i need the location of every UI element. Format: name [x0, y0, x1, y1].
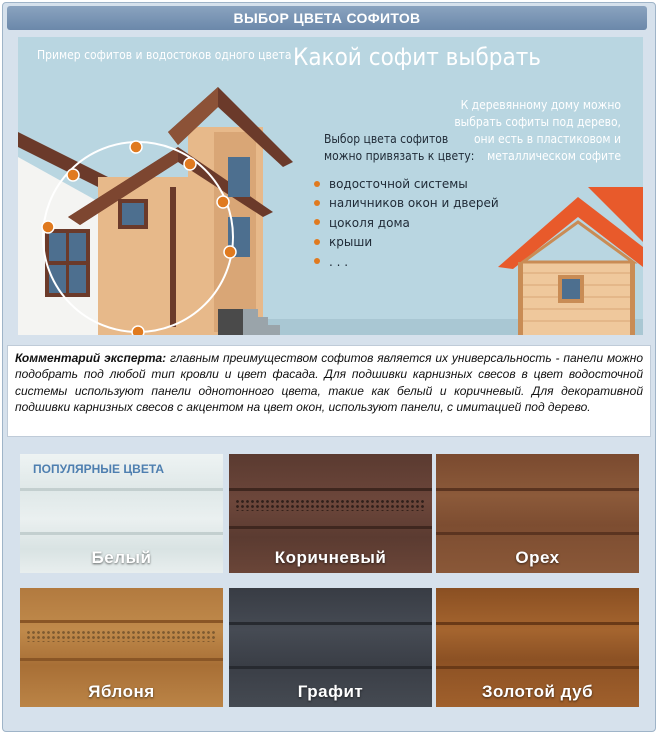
hero-caption: Пример софитов и водостоков одного цвета [37, 48, 292, 62]
expert-comment [7, 345, 651, 437]
hero-title: Какой софит выбрать [293, 43, 542, 71]
hero-illustration [18, 37, 643, 335]
comment-lead: Комментарий эксперта: [15, 351, 167, 365]
bullet-icon [314, 181, 320, 187]
choose-line: Выбор цвета софитов [324, 132, 449, 146]
bullet-icon [314, 200, 320, 206]
comment-text: главным преимуществом софитов является их универсальность - панели можно подобрать под любой тип кровли и цвет фасада. Для подшивки карнизных свесов в цвет водосточной системы используют панели однотонного цвета, такие как белый и коричневый. Для декоративной подшивки карнизных свесов с акцентом на цвет окон, используют панели, с имитацией под дерево. [15, 351, 644, 415]
bullet-icon [314, 219, 320, 225]
list-item: цоколя дома [314, 214, 499, 233]
color-tile-walnut [436, 454, 639, 573]
header-bar [7, 6, 647, 30]
right-note-line: металлическом софите [487, 149, 621, 163]
perforation [235, 499, 426, 511]
list-item: крыши [314, 233, 499, 252]
header-title: ВЫБОР ЦВЕТА СОФИТОВ [233, 10, 421, 26]
right-note-line: К деревянному дому можно [460, 98, 621, 112]
bullet-icon [314, 239, 320, 245]
popular-colors-label: ПОПУЛЯРНЫЕ ЦВЕТА [33, 462, 165, 476]
list-item: водосточной системы [314, 175, 499, 194]
color-name: Яблоня [88, 682, 155, 701]
color-tile-white [20, 454, 223, 573]
perforation [26, 630, 217, 642]
right-note-line: они есть в пластиковом и [473, 132, 621, 146]
color-tile-apple [20, 588, 223, 707]
color-name: Золотой дуб [481, 682, 594, 701]
options-list [314, 175, 499, 272]
color-tile-graphite [229, 588, 432, 707]
color-name: Коричневый [274, 548, 387, 567]
color-tile-golden-oak [436, 588, 639, 707]
right-note-line: выбрать софиты под дерево, [454, 115, 621, 129]
color-tile-brown [229, 454, 432, 573]
color-name: Графит [297, 682, 364, 701]
list-item: наличников окон и дверей [314, 194, 499, 213]
choose-heading [324, 131, 474, 165]
list-item: . . . [314, 253, 499, 272]
color-name: Белый [91, 548, 152, 567]
color-name: Орех [515, 548, 560, 567]
bullet-icon [314, 258, 320, 264]
choose-line: можно привязать к цвету: [324, 149, 475, 163]
